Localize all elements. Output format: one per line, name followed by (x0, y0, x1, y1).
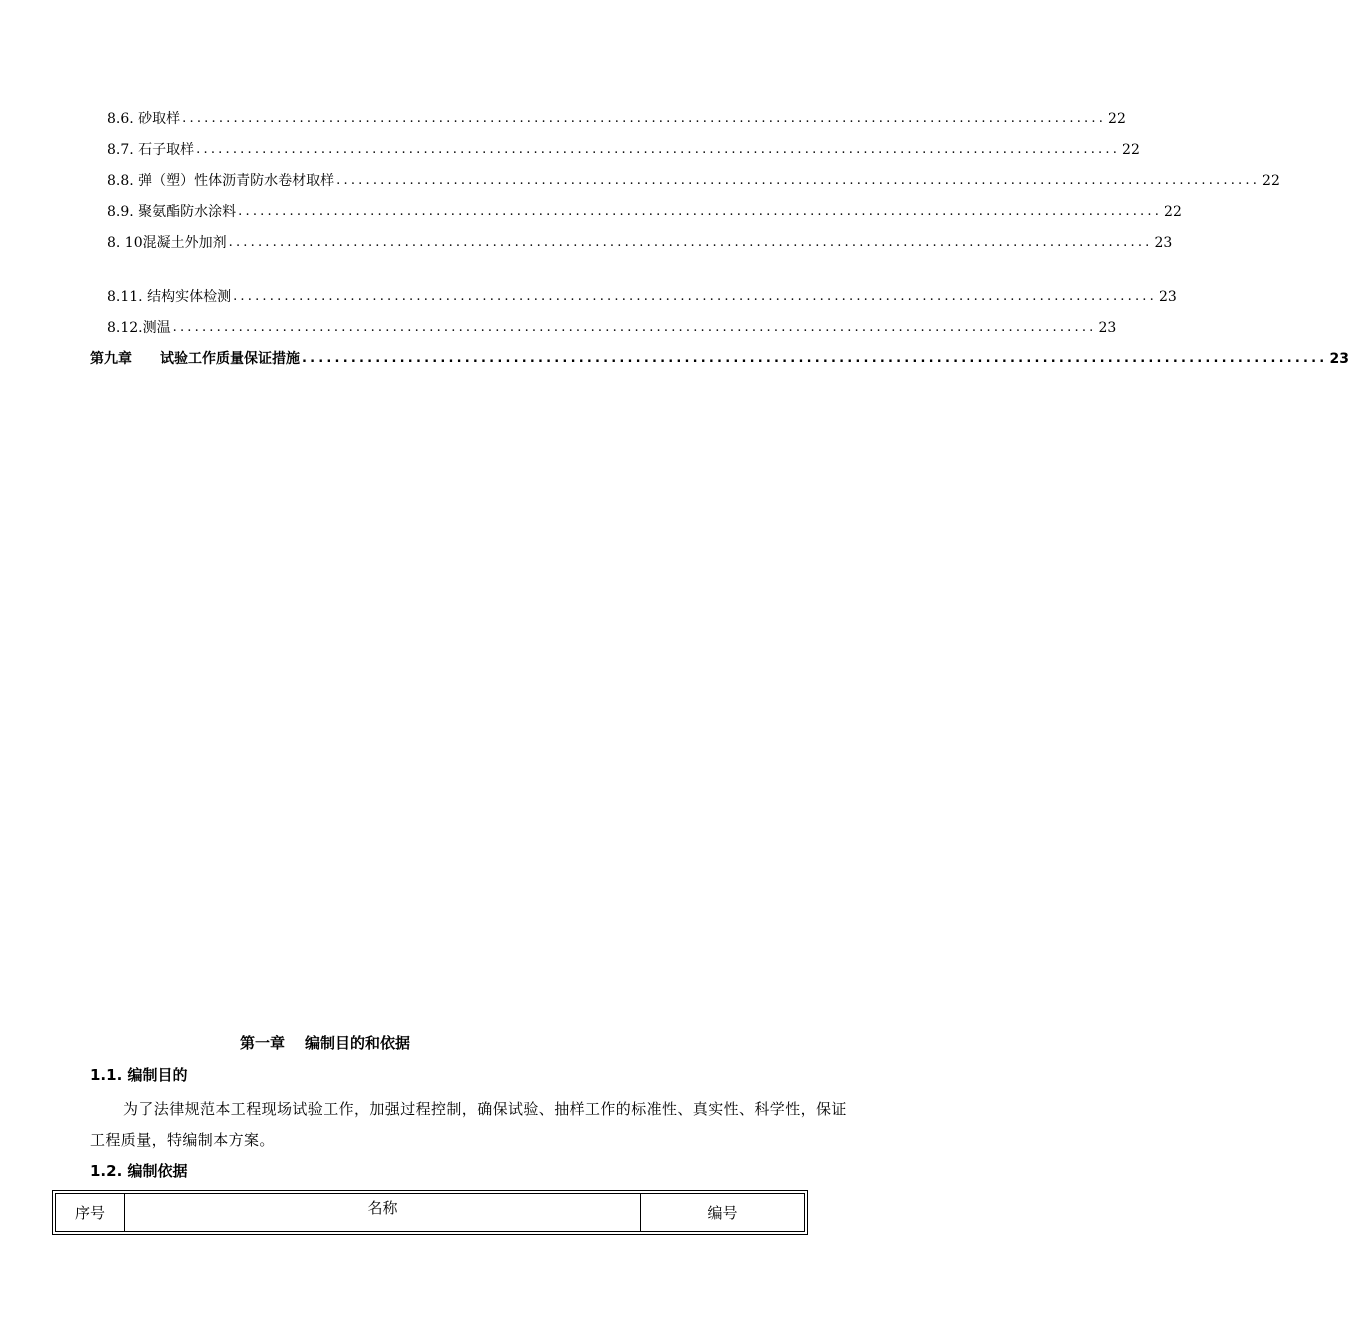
toc-entry[interactable] (90, 106, 1126, 128)
toc-entry-label: 8. 10混凝土外加剂 (107, 235, 227, 251)
toc-entry-page: 22 (1108, 111, 1126, 127)
toc-entry-label: 8.7. 石子取样 (107, 142, 195, 158)
toc-leader-dots: .............................................................................................................................. (172, 320, 1097, 335)
toc-leader-dots: .............................................................................................................................. (182, 111, 1107, 126)
chapter-number: 第一章 (240, 1034, 286, 1052)
toc-leader-dots: .............................................................................................................................. (196, 142, 1121, 157)
toc-leader-dots: .............................................................................................................................. (336, 173, 1261, 188)
basis-table (52, 1190, 808, 1235)
toc-entry-page: 23 (1154, 235, 1173, 251)
toc-entry-page: 23 (1158, 289, 1177, 305)
table-header-row (56, 1194, 805, 1232)
toc-chapter-number: 第九章 (90, 351, 132, 367)
chapter-heading (240, 1032, 410, 1053)
chapter-title: 编制目的和依据 (305, 1034, 411, 1052)
toc-leader-dots: .............................................................................................................................. (302, 351, 1328, 366)
toc-entry[interactable] (90, 230, 1173, 252)
toc-entry-label: 8.11. 结构实体检测 (107, 289, 232, 305)
toc-entry[interactable] (90, 315, 1117, 337)
toc-entry-label: 8.12.测温 (107, 320, 171, 336)
toc-entry-page: 22 (1122, 142, 1140, 158)
toc-chapter-label (90, 350, 300, 368)
section-heading-1-2: 1.2. 编制依据 (90, 1162, 188, 1180)
toc-chapter-entry[interactable] (90, 346, 1349, 368)
toc-entry[interactable] (90, 199, 1182, 221)
toc-leader-dots: .............................................................................................................................. (228, 235, 1153, 250)
header-cell-index: 序号 (56, 1194, 125, 1232)
section-paragraph: 为了法律规范本工程现场试验工作，加强过程控制，确保试验、抽样工作的标准性、真实性、科学性，保证工程质量，特编制本方案。 (90, 1100, 847, 1149)
toc-entry-page: 22 (1262, 173, 1280, 189)
toc-entry[interactable] (90, 284, 1177, 306)
toc-entry[interactable] (90, 168, 1280, 190)
toc-leader-dots: .............................................................................................................................. (233, 289, 1157, 304)
toc-entry-label: 8.9. 聚氨酯防水涂料 (107, 204, 237, 220)
toc-leader-dots: .............................................................................................................................. (238, 204, 1163, 219)
toc-entry-label: 8.8. 弹（塑）性体沥青防水卷材取样 (107, 173, 335, 189)
toc-chapter-title: 试验工作质量保证措施 (160, 351, 300, 367)
header-cell-code: 编号 (641, 1194, 805, 1232)
toc-entry-page: 23 (1329, 351, 1349, 367)
section-heading-1-1: 1.1. 编制目的 (90, 1066, 188, 1084)
toc-entry-page: 23 (1098, 320, 1117, 336)
toc-entry[interactable] (90, 137, 1140, 159)
header-cell-name: 名称 (125, 1194, 641, 1232)
toc-entry-label: 8.6. 砂取样 (107, 111, 181, 127)
toc-entry-page: 22 (1164, 204, 1182, 220)
